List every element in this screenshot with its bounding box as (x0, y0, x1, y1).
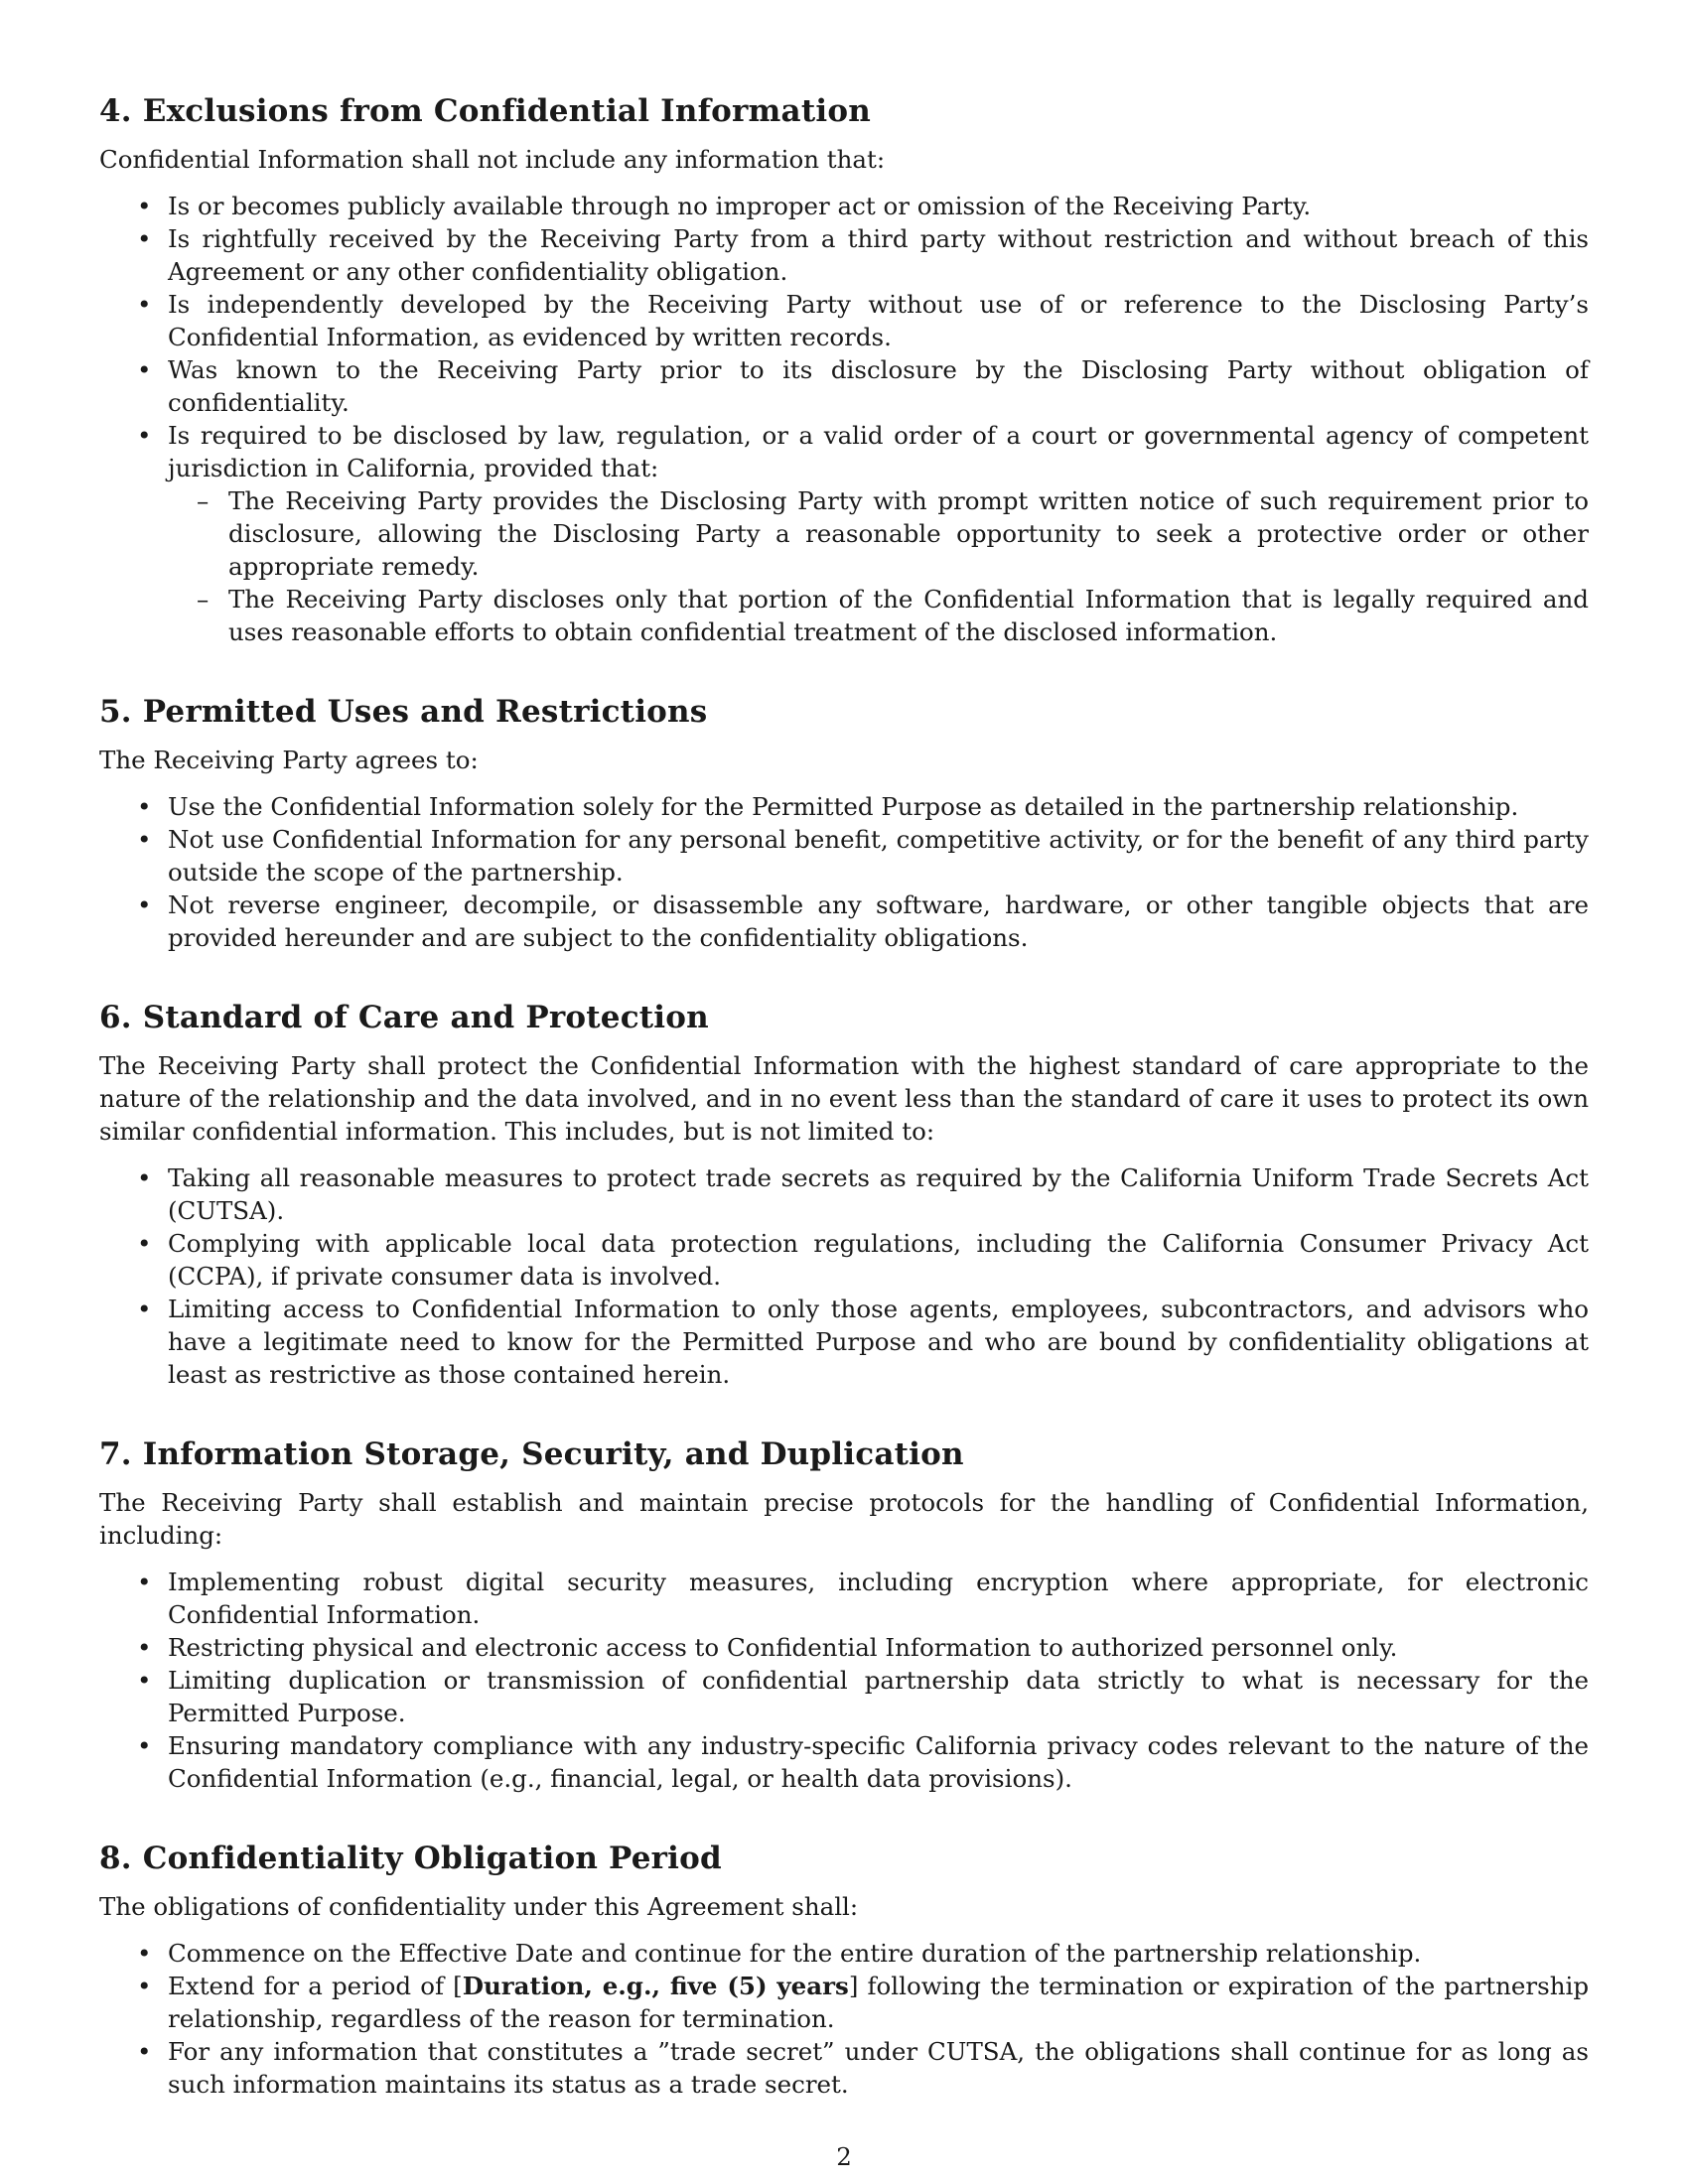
section-heading: 6. Standard of Care and Protection (99, 1000, 709, 1035)
list-item: • Limiting access to Confidential Information to only those agents, employees, subcontractors, and advisors who have a legitimate need to know for the Permitted Purpose and who are bound by confidentiality obligations at least as restrictive as those contained herein. (99, 1293, 1589, 1391)
section-heading: 7. Information Storage, Security, and Duplication (99, 1436, 964, 1472)
list-item: • Is or becomes publicly available through no improper act or omission of the Receiving Party. (99, 190, 1589, 222)
section-standard-of-care (99, 998, 1589, 1391)
section-storage-security (99, 1434, 1589, 1795)
list-item: • Commence on the Effective Date and continue for the entire duration of the partnership relationship. (99, 1937, 1589, 1970)
document-page (99, 91, 1589, 2144)
bullet-list (99, 190, 1589, 648)
bullet-list (99, 1566, 1589, 1795)
list-item: • Limiting duplication or transmission of confidential partnership data strictly to what is necessary for the Permitted Purpose. (99, 1664, 1589, 1729)
dash-sublist (168, 484, 1589, 648)
list-item (99, 1970, 1589, 2035)
section-exclusions (99, 91, 1589, 648)
list-item: • Restricting physical and electronic access to Confidential Information to authorized personnel only. (99, 1631, 1589, 1664)
section-intro: The obligations of confidentiality under this Agreement shall: (99, 1892, 859, 1921)
list-item-with-sublist (99, 419, 1589, 648)
section-permitted-uses (99, 692, 1589, 954)
list-item: • Taking all reasonable measures to protect trade secrets as required by the California Uniform Trade Secrets Act (CUTSA). (99, 1161, 1589, 1227)
page-number: 2 (836, 2142, 852, 2171)
list-item: • Ensuring mandatory compliance with any industry-specific California privacy codes relevant to the nature of the Confidential Information (e.g., financial, legal, or health data provisions). (99, 1729, 1589, 1795)
list-item-text: Is required to be disclosed by law, regulation, or a valid order of a court or governmental agency of competent jurisdiction in California, provided that: (168, 421, 1589, 482)
section-intro: The Receiving Party shall establish and maintain precise protocols for the handling of Confidential Information, including: (99, 1488, 1589, 1550)
section-intro: Confidential Information shall not include any information that: (99, 145, 886, 174)
sublist-item: – The Receiving Party discloses only that portion of the Confidential Information that is legally required and uses reasonable efforts to obtain confidential treatment of the disclosed information. (168, 583, 1589, 648)
list-item: • Implementing robust digital security measures, including encryption where appropriate, for electronic Confidential Information. (99, 1566, 1589, 1631)
list-item: • Was known to the Receiving Party prior to its disclosure by the Disclosing Party without obligation of confidentiality. (99, 353, 1589, 419)
section-heading: 8. Confidentiality Obligation Period (99, 1841, 722, 1876)
bullet-list (99, 1161, 1589, 1391)
section-obligation-period (99, 1839, 1589, 2101)
duration-placeholder: Duration, e.g., five (5) years (462, 1972, 849, 2000)
section-heading: 5. Permitted Uses and Restrictions (99, 694, 708, 730)
list-item: • Is independently developed by the Receiving Party without use of or reference to the Disclosing Party’s Confidential Information, as evidenced by written records. (99, 288, 1589, 353)
list-item: • For any information that constitutes a ”trade secret” under CUTSA, the obligations shall continue for as long as such information maintains its status as a trade secret. (99, 2035, 1589, 2101)
section-intro: The Receiving Party agrees to: (99, 746, 479, 774)
list-item: • Use the Confidential Information solely for the Permitted Purpose as detailed in the partnership relationship. (99, 790, 1589, 823)
list-item: • Not use Confidential Information for any personal benefit, competitive activity, or for the benefit of any third party outside the scope of the partnership. (99, 823, 1589, 888)
list-item: • Not reverse engineer, decompile, or disassemble any software, hardware, or other tangible objects that are provided hereunder and are subject to the confidentiality obligations. (99, 888, 1589, 954)
bullet-list (99, 790, 1589, 954)
sublist-item: – The Receiving Party provides the Disclosing Party with prompt written notice of such requirement prior to disclosure, allowing the Disclosing Party a reasonable opportunity to seek a protective order or other appropriate remedy. (168, 484, 1589, 583)
list-item: • Is rightfully received by the Receiving Party from a third party without restriction and without breach of this Agreement or any other confidentiality obligation. (99, 222, 1589, 288)
section-intro: The Receiving Party shall protect the Confidential Information with the highest standard of care appropriate to the nature of the relationship and the data involved, and in no event less than the standard of care it uses to protect its own similar confidential information. This includes, but is not limited to: (99, 1051, 1589, 1146)
section-heading: 4. Exclusions from Confidential Information (99, 93, 871, 129)
list-item-text: ] following the termination or expiration of the partnership relationship, regardless of the reason for termination. (168, 1972, 1590, 2033)
list-item-text: Extend for a period of [ (168, 1972, 463, 2000)
list-item: • Complying with applicable local data protection regulations, including the California Consumer Privacy Act (CCPA), if private consumer data is involved. (99, 1227, 1589, 1293)
bullet-list (99, 1937, 1589, 2101)
